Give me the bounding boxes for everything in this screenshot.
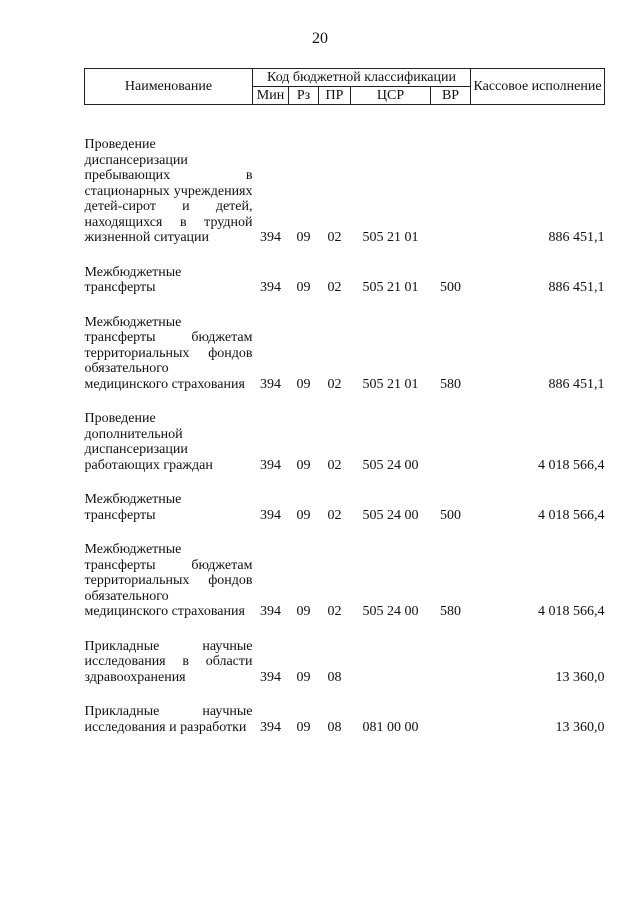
- row-name: Межбюджетные трансферты: [84, 492, 182, 523]
- header-vr: ВР: [431, 87, 471, 105]
- row-vr: 580: [440, 376, 462, 392]
- row-rz: 09: [296, 376, 311, 392]
- row-amount: 13 360,0: [555, 669, 605, 685]
- table-body: [85, 105, 605, 736]
- row-name: Межбюджетные трансферты: [84, 264, 182, 295]
- header-code-group: Код бюджетной классификации: [253, 69, 471, 87]
- row-pr: 02: [327, 280, 342, 295]
- row-rz: 09: [296, 604, 311, 619]
- table-header: [85, 69, 605, 105]
- row-min: 394: [260, 376, 281, 392]
- row-pr: 02: [327, 604, 342, 619]
- row-name: Прикладные научные исследования в области здравоохранения: [84, 638, 253, 685]
- header-kass: Кассовое исполнение: [471, 69, 605, 105]
- row-spacer: [85, 105, 605, 138]
- row-min: 394: [260, 280, 281, 295]
- table-row: [85, 411, 605, 473]
- row-spacer: [85, 620, 605, 639]
- row-rz: 09: [296, 669, 311, 685]
- row-csr: 505 21 01: [362, 230, 419, 245]
- row-amount: 886 451,1: [548, 376, 605, 392]
- row-vr: [431, 137, 471, 246]
- row-rz: 09: [296, 230, 311, 245]
- row-spacer: [85, 296, 605, 315]
- row-name: Прикладные научные исследования и разработки: [84, 704, 253, 735]
- row-vr: 500: [440, 507, 462, 523]
- row-csr: [351, 639, 431, 686]
- row-spacer: [85, 685, 605, 704]
- row-csr: 081 00 00: [362, 719, 419, 735]
- row-name: Межбюджетные трансферты бюджетам территориальных фондов обязательного медицинского страхования: [84, 314, 253, 392]
- row-amount: 13 360,0: [555, 719, 605, 735]
- row-min: 394: [260, 719, 281, 735]
- row-vr: 500: [440, 280, 462, 295]
- table-row: [85, 704, 605, 735]
- row-amount: 4 018 566,4: [538, 457, 605, 473]
- table-row: [85, 315, 605, 393]
- row-vr: [431, 704, 471, 735]
- row-amount: 4 018 566,4: [538, 507, 605, 523]
- table-row: [85, 492, 605, 523]
- table-row: [85, 542, 605, 620]
- row-min: 394: [260, 230, 281, 245]
- row-csr: 505 24 00: [362, 457, 419, 473]
- row-name: Проведение дополнительной диспансеризации работающих граждан: [84, 411, 213, 473]
- row-pr: 02: [327, 507, 342, 523]
- header-csr: ЦСР: [351, 87, 431, 105]
- row-vr: [431, 639, 471, 686]
- row-spacer: [85, 246, 605, 265]
- header-name: Наименование: [85, 69, 253, 105]
- row-rz: 09: [296, 719, 311, 735]
- header-rz: Рз: [289, 87, 319, 105]
- page-number: 20: [312, 30, 328, 47]
- row-rz: 09: [296, 507, 311, 523]
- row-spacer: [85, 473, 605, 492]
- row-csr: 505 21 01: [362, 376, 419, 392]
- row-pr: 02: [327, 230, 342, 245]
- row-spacer: [85, 392, 605, 411]
- row-vr: 580: [440, 604, 462, 619]
- row-amount: 886 451,1: [548, 280, 605, 295]
- row-csr: 505 24 00: [362, 604, 419, 619]
- row-pr: 02: [327, 457, 342, 473]
- row-amount: 4 018 566,4: [538, 604, 605, 619]
- row-min: 394: [260, 604, 281, 619]
- row-rz: 09: [296, 457, 311, 473]
- row-pr: 08: [327, 719, 342, 735]
- table-row: [85, 137, 605, 246]
- header-min: Мин: [253, 87, 289, 105]
- row-name: Межбюджетные трансферты бюджетам территориальных фондов обязательного медицинского страхования: [84, 542, 253, 619]
- row-min: 394: [260, 457, 281, 473]
- row-amount: 886 451,1: [548, 230, 605, 245]
- table-row: [85, 639, 605, 686]
- header-pr: ПР: [319, 87, 351, 105]
- row-pr: 08: [327, 669, 342, 685]
- row-spacer: [85, 523, 605, 542]
- row-min: 394: [260, 669, 281, 685]
- row-vr: [431, 411, 471, 473]
- row-name: Проведение диспансеризации пребывающих в стационарных учреждениях детей-сирот и детей, находящихся в трудной жизненной ситуации: [84, 137, 253, 245]
- row-min: 394: [260, 507, 281, 523]
- budget-table: [84, 68, 605, 735]
- row-rz: 09: [296, 280, 311, 295]
- row-csr: 505 21 01: [362, 280, 419, 295]
- row-csr: 505 24 00: [362, 507, 419, 523]
- row-pr: 02: [327, 376, 342, 392]
- table-row: [85, 265, 605, 296]
